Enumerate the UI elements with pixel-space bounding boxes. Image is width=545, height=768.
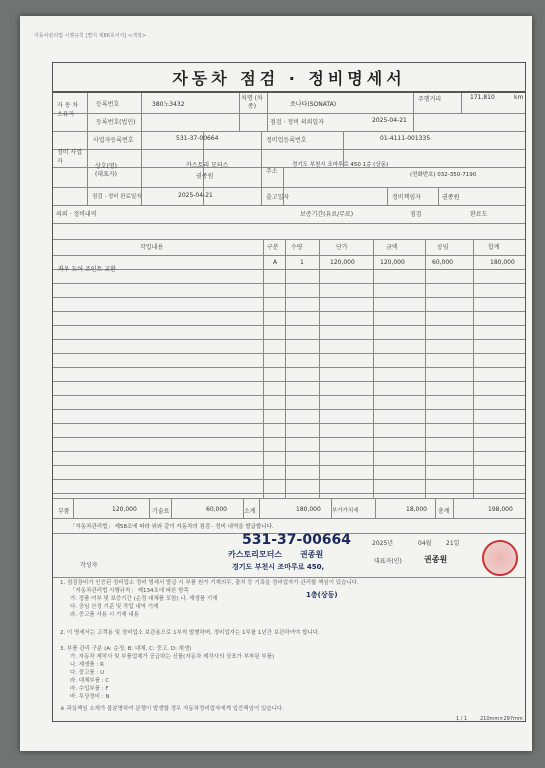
- col-qty-header: 수량: [291, 244, 303, 251]
- request-date-value: 2025-04-21: [372, 117, 407, 124]
- col-total-header: 합계: [488, 244, 500, 251]
- totals-grand-value: 198,000: [488, 506, 513, 513]
- delivery-label: 출고일자: [266, 194, 290, 201]
- totals-parts-label: 부품: [58, 508, 70, 515]
- company-seal-stamp: [482, 540, 518, 576]
- warranty-label: 보증기간(유료/무료): [300, 211, 354, 218]
- part-row-qty: 1: [300, 259, 304, 266]
- mileage-label: 주행거리: [418, 96, 442, 103]
- stamp-address-tail: 1층(상동): [306, 591, 338, 599]
- request-label: 의뢰 · 정비내역: [56, 211, 97, 218]
- note-5: 라. 중고품 사용 시 기재 내용: [70, 612, 139, 618]
- totals-vat-label: 부가가치세: [332, 508, 359, 514]
- stamp-rep: 권종원: [300, 550, 324, 559]
- note-3: 가. 정품 여부 및 보증기간 (순정 대체품 포함) 나. 재생품 기재: [70, 596, 218, 602]
- note-13: 바. 무상정비 : N: [70, 694, 110, 700]
- item-column-header: 작업내용: [140, 244, 164, 251]
- part-row-labor: 60,000: [432, 259, 453, 266]
- biz-no-value: 531-37-00664: [176, 135, 219, 142]
- owner-label: 등록번호(법인): [96, 119, 136, 126]
- manager-label: 정비책임자: [392, 194, 421, 201]
- note-14: ※ 과실책임 소재가 불분명하여 분쟁이 발생할 경우 자동차정비업자에게 입증책임이 있습니다.: [60, 706, 284, 712]
- note-12: 마. 수입부품 : F: [70, 686, 109, 692]
- reg-no-label: 등록번호: [96, 101, 120, 108]
- totals-sum-label: 소계: [244, 508, 256, 515]
- shop-name-value: 카스토리 모터스: [186, 162, 229, 169]
- sign-month: 04월: [418, 540, 432, 547]
- shop-section-label: 정비 사업자: [57, 149, 83, 165]
- part-row-name: 좌우 도어 조인트 교환: [58, 266, 116, 273]
- license-no-value: 01-4111-001335: [380, 135, 431, 142]
- model-label: 차명 (차종): [241, 95, 263, 110]
- mileage-value: 171,810: [470, 94, 495, 101]
- request-date-label: 점검 · 정비 의뢰일자: [270, 119, 324, 126]
- col-labor-header: 공임: [437, 244, 449, 251]
- col-amount-header: 금액: [386, 244, 398, 251]
- part-row-total: 180,000: [490, 259, 515, 266]
- shop-name-label: 상호(명) (대표자): [94, 163, 118, 178]
- note-2: 「자동차관리법 시행규칙」 제134조에 따른 항목: [70, 588, 189, 594]
- part-row-unit: 120,000: [330, 259, 355, 266]
- mileage-unit: km: [514, 94, 524, 101]
- part-row-type: A: [273, 259, 278, 266]
- totals-grand-label: 총계: [438, 508, 450, 515]
- note-10: 다. 중고품 : U: [70, 670, 105, 676]
- stamp-shop-name: 카스토리모터스: [228, 550, 283, 559]
- note-label: 점검: [410, 211, 422, 218]
- license-label: 정비업등록번호: [266, 137, 307, 144]
- document-title: 자동차 점검 · 정비명세서: [172, 68, 406, 88]
- part-row-amount: 120,000: [380, 259, 405, 266]
- note-4: 다. 공임 산정 기준 및 작업 내역 기재: [70, 604, 159, 610]
- title-box: [52, 62, 526, 92]
- shop-rep-value: 권종원: [196, 173, 214, 180]
- declaration-text: 「자동차관리법」 제58조에 따라 위와 같이 자동차의 점검 · 정비 내역을 발급합니다.: [70, 524, 274, 530]
- stamp-biz-no: 531-37-00664: [242, 532, 352, 548]
- address-value: 경기도 부천시 조마루로 450 1층 (상동): [292, 162, 389, 168]
- sign-rep-name: 권종원: [424, 555, 448, 564]
- totals-labor-label: 기술료: [152, 508, 170, 515]
- note-11: 라. 대체부품 : C: [70, 678, 110, 684]
- note-9: 나. 재생품 : R: [70, 662, 104, 668]
- sign-year: 2025년: [372, 540, 394, 547]
- reg-no-value: 380노3432: [152, 101, 185, 108]
- complete-date-label: 점검 · 정비 완료일자: [92, 194, 142, 200]
- totals-labor-value: 60,000: [206, 506, 227, 513]
- note-8: 가. 자동차 제작사 및 부품업체가 공급하는 신품(자동차 제작사의 상표가 부착된 부품): [70, 654, 275, 660]
- check-label: 완료도: [470, 211, 488, 218]
- stamp-address: 경기도 부천시 조마루로 450,: [232, 563, 325, 571]
- col-type-header: 구분: [267, 244, 279, 251]
- page-number: 1 / 1: [456, 716, 468, 722]
- col-unit-header: 단가: [336, 244, 348, 251]
- note-7: 3. 부품 관리 구분 (A: 순정, B: 대체, C: 중고, D: 재생): [60, 646, 192, 652]
- complete-date-value: 2025-04-21: [178, 192, 213, 199]
- writer-label: 작성자: [80, 562, 98, 569]
- paper-size: 210mm×297mm: [480, 716, 523, 722]
- totals-vat-value: 18,000: [406, 506, 427, 513]
- sign-rep-label: 대표자(인): [374, 558, 402, 565]
- note-1: 1. 점검장비가 인증된 정비업소 정비 명세서 발급 시 부품 원가 기재의무, 출처 등 기록을 정비업자가 관리할 책임이 있습니다.: [60, 580, 359, 586]
- address-label: 주소: [266, 168, 278, 175]
- note-6: 2. 이 명세서는 고객용 및 정비업소 보관용으로 1부씩 발행하며, 정비업자는 1부를 1년간 보관하여야 합니다.: [60, 630, 320, 636]
- vehicle-section-label: 자 동 차 소유자: [57, 102, 79, 118]
- model-value: 쏘나타(SONATA): [290, 101, 337, 108]
- biz-no-label: 사업자등록번호: [93, 137, 134, 144]
- totals-sum-value: 180,000: [296, 506, 321, 513]
- phone-value: (전화번호) 032-350-7190: [410, 172, 477, 178]
- sign-day: 21일: [446, 540, 460, 547]
- totals-parts-value: 120,000: [112, 506, 137, 513]
- form-reference: 자동차관리법 시행규칙 [별지 제86호서식] <개정>: [34, 33, 146, 39]
- manager-value: 권종원: [442, 194, 460, 201]
